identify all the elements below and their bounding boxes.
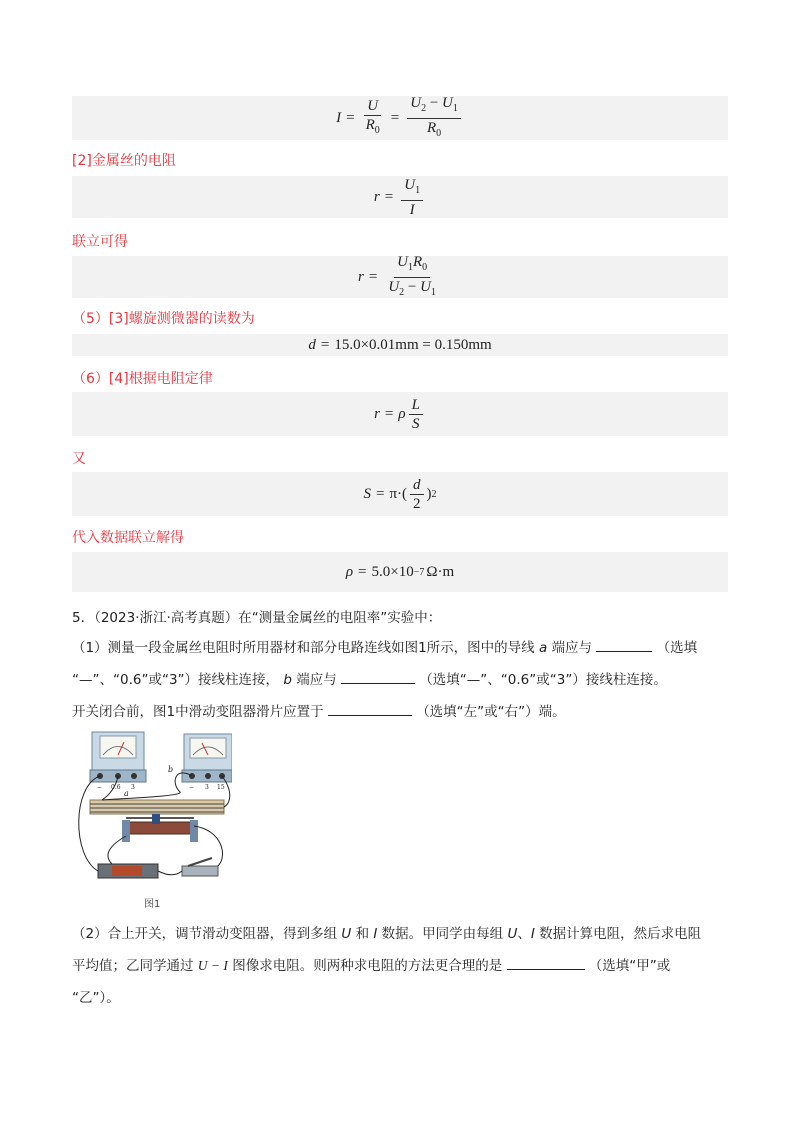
question-header: 5．（2023·浙江·高考真题）在“测量金属丝的电阻率”实验中： [72, 610, 442, 626]
answer-blank-a[interactable] [596, 637, 652, 652]
answer-blank-b[interactable] [341, 669, 415, 684]
ammeter-terminal-3: 3 [131, 784, 135, 791]
wire-label-a: a [124, 789, 129, 798]
circuit-figure [72, 726, 232, 912]
question-part2: （2）合上开关，调节滑动变阻器，得到多组 U 和 I 数据。甲同学由每组 U、I 数据计算电阻，然后求电阻 平均值；乙同学通过 U − I 图像求电阻。则两种求电阻的方法更合理的是 （选填“甲”或 “乙”）。 [72, 926, 702, 1006]
step-label-resistance-law: （6）[4]根据电阻定律 [72, 371, 213, 387]
ammeter-terminal-06: 0.6 [111, 784, 121, 791]
step-label-micrometer: （5）[3]螺旋测微器的读数为 [72, 311, 255, 327]
formula-micrometer-reading: d = 15.0×0.01mm = 0.150mm [72, 334, 728, 356]
voltmeter-terminal-15: 15 [217, 784, 225, 791]
step-label-combine: 联立可得 [72, 234, 128, 250]
voltmeter-terminal-3: 3 [205, 784, 209, 791]
formula-combined: r = $\frac{U_1R_0}{U_2 - U_1}$ [72, 256, 728, 298]
voltmeter-terminal-neg: − [189, 784, 195, 791]
figure-caption: 图1 [144, 899, 161, 910]
answer-blank-method[interactable] [507, 955, 585, 970]
formula-current: I = $\frac{U}{R_0}$ = $\frac{U_2 - U_1}{R_0}$ [72, 96, 728, 140]
step-label-solve: 代入数据联立解得 [72, 530, 184, 546]
question-part1: （1）测量一段金属丝电阻时所用器材和部分电路连线如图1所示，图中的导线 a 端应与 （选填 “—”、“0.6”或“3”）接线柱连接， b 端应与 （选填“—”、“0.6”或“3”）接线柱连接。 开关闭合前，图1中滑动变阻器滑片应置于 （选填“左”或“右”）端。 [72, 632, 732, 728]
formula-resistance: r = $\frac{U_1}{I}$ [72, 176, 728, 218]
answer-blank-slider[interactable] [328, 701, 412, 716]
wire-label-b: b [168, 765, 174, 774]
step-label-resistance: [2]金属丝的电阻 [72, 153, 176, 169]
formula-resistivity-result: ρ = 5.0×10 −7 Ω·m [72, 552, 728, 592]
ammeter-terminal-neg: − [97, 784, 103, 791]
formula-area: S = π·( $\frac{d}{2}$ ) 2 [72, 472, 728, 516]
step-label-again: 又 [72, 451, 86, 467]
circuit-apparatus-illustration [72, 726, 232, 896]
formula-resistance-law: r = ρ $\frac{L}{S}$ [72, 392, 728, 436]
